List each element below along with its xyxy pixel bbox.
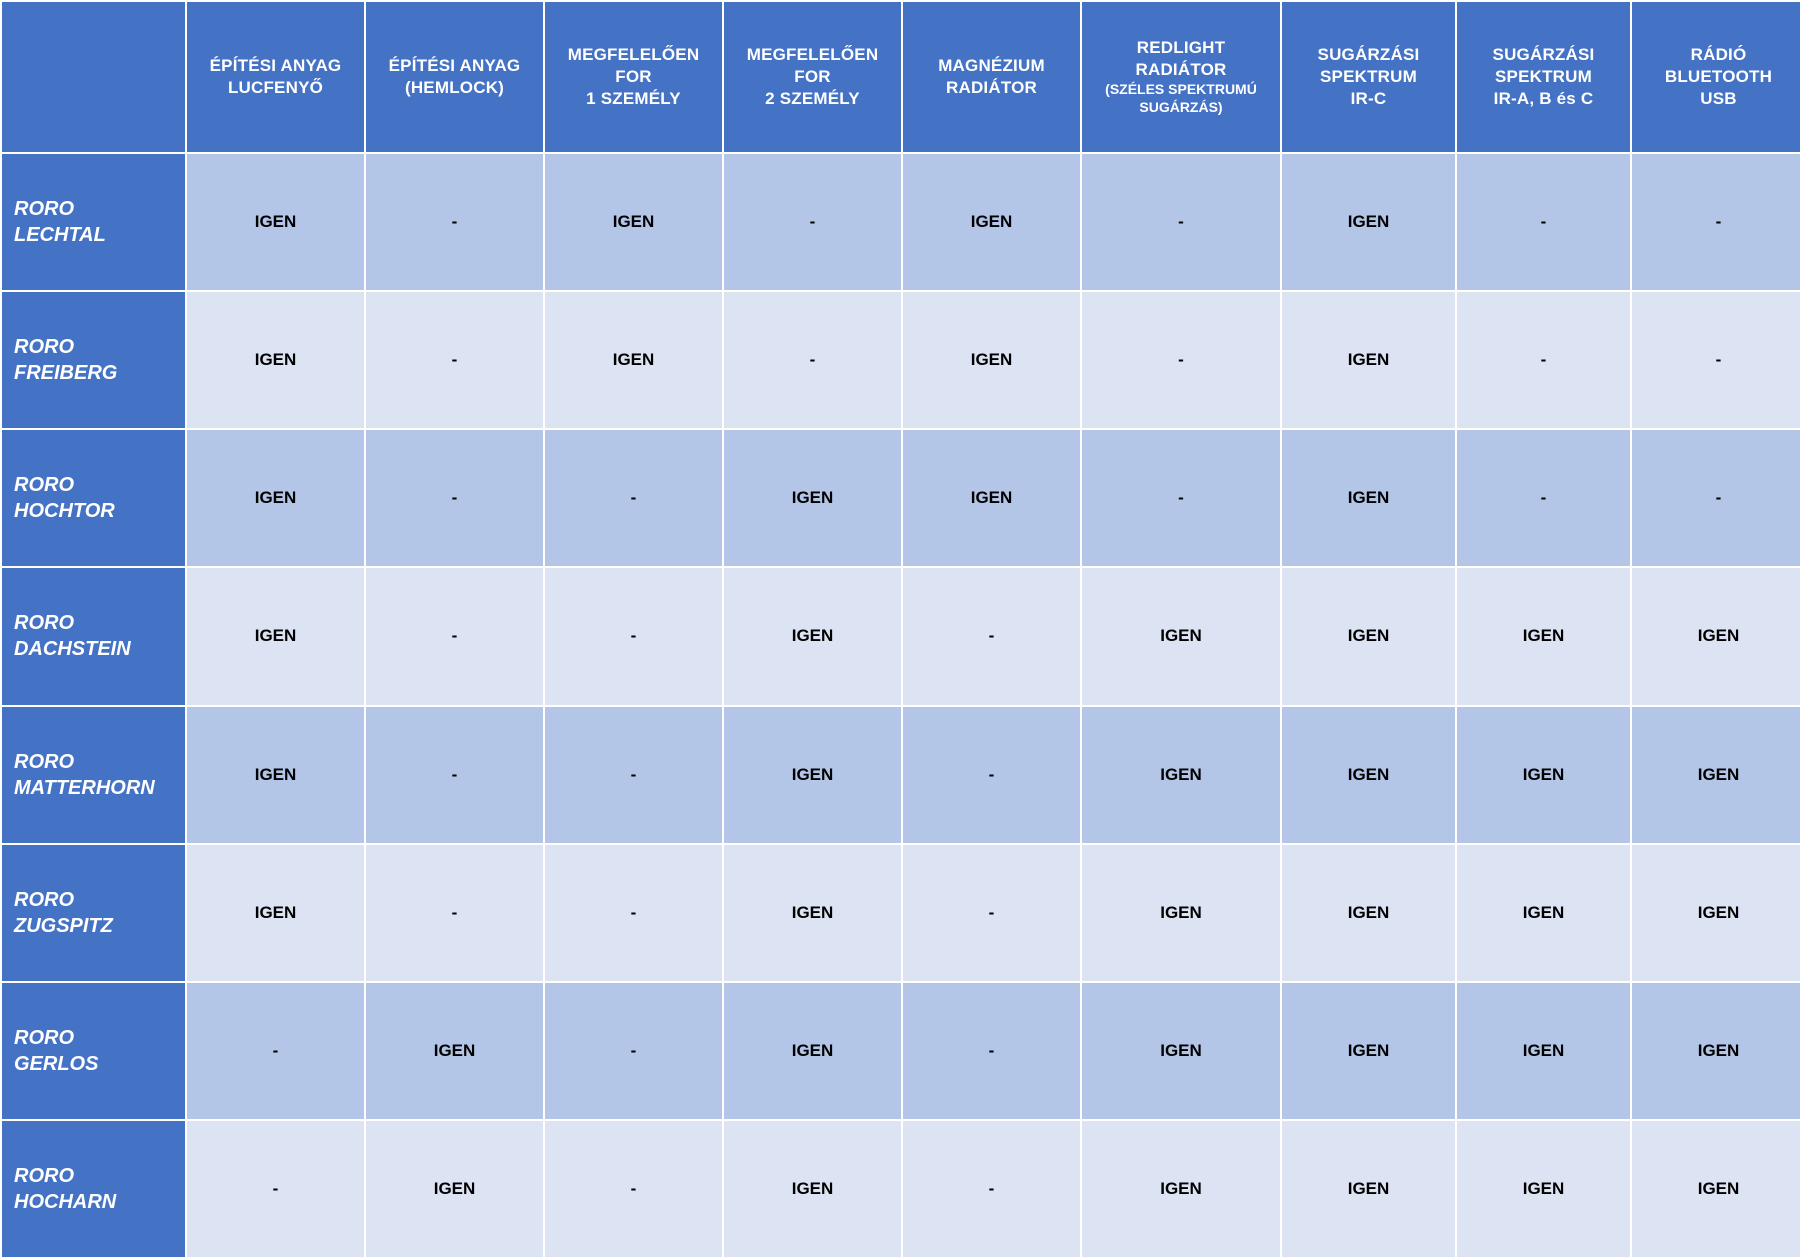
column-header-line1: REDLIGHT bbox=[1136, 38, 1226, 58]
cell-gerlos-2szemely: IGEN bbox=[723, 982, 902, 1120]
cell-matterhorn-irc: IGEN bbox=[1281, 706, 1456, 844]
cell-matterhorn-redlight: IGEN bbox=[1081, 706, 1281, 844]
row-label-line2: DACHSTEIN bbox=[14, 638, 131, 661]
cell-lechtal-magnezium: IGEN bbox=[902, 153, 1081, 291]
cell-freiberg-irabc: - bbox=[1456, 291, 1631, 429]
cell-hochtor-radio: - bbox=[1631, 429, 1800, 567]
cell-dachstein-radio: IGEN bbox=[1631, 567, 1800, 705]
cell-zugspitz-lucfenyo: IGEN bbox=[186, 844, 365, 982]
column-header-sugarzasi-spektrum-ir-c bbox=[1281, 1, 1456, 153]
cell-hochtor-irabc: - bbox=[1456, 429, 1631, 567]
cell-dachstein-1szemely: - bbox=[544, 567, 723, 705]
cell-gerlos-lucfenyo: - bbox=[186, 982, 365, 1120]
row-label-line1: RORO bbox=[14, 474, 74, 497]
cell-hocharn-irc: IGEN bbox=[1281, 1120, 1456, 1258]
column-header-line1: RÁDIÓ bbox=[1690, 45, 1747, 65]
table-row bbox=[1, 706, 1800, 844]
column-header-epitesi-anyag-hemlock bbox=[365, 1, 544, 153]
cell-gerlos-redlight: IGEN bbox=[1081, 982, 1281, 1120]
cell-lechtal-redlight: - bbox=[1081, 153, 1281, 291]
cell-zugspitz-1szemely: - bbox=[544, 844, 723, 982]
row-label-roro-dachstein bbox=[1, 567, 186, 705]
cell-matterhorn-1szemely: - bbox=[544, 706, 723, 844]
cell-dachstein-irabc: IGEN bbox=[1456, 567, 1631, 705]
cell-hochtor-magnezium: IGEN bbox=[902, 429, 1081, 567]
row-label-line1: RORO bbox=[14, 336, 74, 359]
table-header-row bbox=[1, 1, 1800, 153]
cell-freiberg-2szemely: - bbox=[723, 291, 902, 429]
row-label-line2: HOCHTOR bbox=[14, 500, 115, 523]
cell-lechtal-2szemely: - bbox=[723, 153, 902, 291]
column-header-line2: RADIÁTOR bbox=[945, 78, 1037, 97]
cell-hocharn-2szemely: IGEN bbox=[723, 1120, 902, 1258]
cell-dachstein-hemlock: - bbox=[365, 567, 544, 705]
table-row bbox=[1, 567, 1800, 705]
column-header-magnezium-radiator bbox=[902, 1, 1081, 153]
cell-zugspitz-irabc: IGEN bbox=[1456, 844, 1631, 982]
column-header-epitesi-anyag-lucfenyo bbox=[186, 1, 365, 153]
table-row bbox=[1, 291, 1800, 429]
table-row bbox=[1, 1120, 1800, 1258]
cell-hochtor-hemlock: - bbox=[365, 429, 544, 567]
row-label-line1: RORO bbox=[14, 1026, 74, 1049]
row-label-line1: RORO bbox=[14, 198, 74, 221]
cell-gerlos-irc: IGEN bbox=[1281, 982, 1456, 1120]
cell-freiberg-1szemely: IGEN bbox=[544, 291, 723, 429]
cell-zugspitz-radio: IGEN bbox=[1631, 844, 1800, 982]
row-label-roro-hocharn bbox=[1, 1120, 186, 1258]
row-label-roro-lechtal bbox=[1, 153, 186, 291]
cell-freiberg-magnezium: IGEN bbox=[902, 291, 1081, 429]
cell-lechtal-1szemely: IGEN bbox=[544, 153, 723, 291]
cell-gerlos-1szemely: - bbox=[544, 982, 723, 1120]
table-row bbox=[1, 844, 1800, 982]
cell-gerlos-irabc: IGEN bbox=[1456, 982, 1631, 1120]
column-header-line2: LUCFENYŐ bbox=[227, 78, 324, 97]
cell-freiberg-radio: - bbox=[1631, 291, 1800, 429]
cell-hocharn-magnezium: - bbox=[902, 1120, 1081, 1258]
cell-freiberg-redlight: - bbox=[1081, 291, 1281, 429]
column-header-megfeleloen-for-1-szemely bbox=[544, 1, 723, 153]
column-header-line2: SPEKTRUM bbox=[1320, 67, 1417, 87]
row-label-roro-hochtor bbox=[1, 429, 186, 567]
cell-zugspitz-redlight: IGEN bbox=[1081, 844, 1281, 982]
row-label-roro-gerlos bbox=[1, 982, 186, 1120]
table-row bbox=[1, 429, 1800, 567]
cell-hochtor-irc: IGEN bbox=[1281, 429, 1456, 567]
cell-dachstein-redlight: IGEN bbox=[1081, 567, 1281, 705]
cell-freiberg-irc: IGEN bbox=[1281, 291, 1456, 429]
cell-lechtal-radio: - bbox=[1631, 153, 1800, 291]
row-label-line1: RORO bbox=[14, 750, 74, 773]
row-label-line2: MATTERHORN bbox=[14, 776, 155, 799]
row-label-roro-freiberg bbox=[1, 291, 186, 429]
column-header-line3: 2 SZEMÉLY bbox=[765, 88, 860, 108]
column-header-line2: BLUETOOTH bbox=[1664, 67, 1773, 87]
cell-hochtor-redlight: - bbox=[1081, 429, 1281, 567]
row-label-line2: HOCHARN bbox=[14, 1190, 117, 1213]
column-header-line3: IR-A, B és C bbox=[1493, 88, 1594, 108]
table-row bbox=[1, 153, 1800, 291]
row-label-line1: RORO bbox=[14, 888, 74, 911]
column-header-line1: SUGÁRZÁSI bbox=[1317, 45, 1420, 65]
cell-hocharn-radio: IGEN bbox=[1631, 1120, 1800, 1258]
table-row bbox=[1, 982, 1800, 1120]
column-header-sugarzasi-spektrum-ir-abc bbox=[1456, 1, 1631, 153]
cell-matterhorn-lucfenyo: IGEN bbox=[186, 706, 365, 844]
cell-dachstein-irc: IGEN bbox=[1281, 567, 1456, 705]
cell-dachstein-2szemely: IGEN bbox=[723, 567, 902, 705]
cell-hochtor-1szemely: - bbox=[544, 429, 723, 567]
cell-hocharn-irabc: IGEN bbox=[1456, 1120, 1631, 1258]
row-label-line2: ZUGSPITZ bbox=[14, 914, 113, 937]
cell-matterhorn-radio: IGEN bbox=[1631, 706, 1800, 844]
cell-zugspitz-magnezium: - bbox=[902, 844, 1081, 982]
column-header-line1: ÉPÍTÉSI ANYAG bbox=[388, 56, 521, 76]
cell-zugspitz-2szemely: IGEN bbox=[723, 844, 902, 982]
cell-lechtal-hemlock: - bbox=[365, 153, 544, 291]
cell-gerlos-radio: IGEN bbox=[1631, 982, 1800, 1120]
column-header-line2: SPEKTRUM bbox=[1495, 67, 1592, 87]
row-label-line1: RORO bbox=[14, 1164, 74, 1187]
cell-hocharn-hemlock: IGEN bbox=[365, 1120, 544, 1258]
cell-zugspitz-hemlock: - bbox=[365, 844, 544, 982]
cell-matterhorn-magnezium: - bbox=[902, 706, 1081, 844]
row-label-line2: LECHTAL bbox=[14, 224, 106, 247]
column-header-line2: (HEMLOCK) bbox=[404, 78, 505, 97]
cell-matterhorn-hemlock: - bbox=[365, 706, 544, 844]
column-header-line1: SUGÁRZÁSI bbox=[1492, 45, 1595, 65]
cell-matterhorn-2szemely: IGEN bbox=[723, 706, 902, 844]
cell-gerlos-magnezium: - bbox=[902, 982, 1081, 1120]
row-label-line2: GERLOS bbox=[14, 1052, 99, 1075]
column-header-line1: MEGFELELŐEN bbox=[746, 45, 879, 65]
cell-matterhorn-irabc: IGEN bbox=[1456, 706, 1631, 844]
row-label-line2: FREIBERG bbox=[14, 362, 118, 385]
cell-hocharn-1szemely: - bbox=[544, 1120, 723, 1258]
row-label-line1: RORO bbox=[14, 612, 74, 635]
column-header-line3: (SZÉLES SPEKTRUMÚ SUGÁRZÁS) bbox=[1105, 80, 1257, 115]
column-header-line1: MAGNÉZIUM bbox=[938, 56, 1045, 76]
row-label-roro-zugspitz bbox=[1, 844, 186, 982]
cell-gerlos-hemlock: IGEN bbox=[365, 982, 544, 1120]
column-header-line3: IR-C bbox=[1350, 88, 1387, 108]
column-header-radio-bluetooth-usb bbox=[1631, 1, 1800, 153]
cell-dachstein-lucfenyo: IGEN bbox=[186, 567, 365, 705]
header-corner-cell bbox=[1, 1, 186, 153]
table-body bbox=[1, 153, 1800, 1258]
cell-freiberg-hemlock: - bbox=[365, 291, 544, 429]
cell-hocharn-redlight: IGEN bbox=[1081, 1120, 1281, 1258]
cell-lechtal-irabc: - bbox=[1456, 153, 1631, 291]
cell-lechtal-irc: IGEN bbox=[1281, 153, 1456, 291]
column-header-line2: RADIÁTOR bbox=[1135, 60, 1227, 80]
column-header-redlight-radiator bbox=[1081, 1, 1281, 153]
row-label-roro-matterhorn bbox=[1, 706, 186, 844]
column-header-line3: 1 SZEMÉLY bbox=[586, 88, 681, 108]
column-header-line2: FOR bbox=[794, 67, 831, 87]
column-header-line2: FOR bbox=[615, 67, 652, 87]
cell-lechtal-lucfenyo: IGEN bbox=[186, 153, 365, 291]
table-head bbox=[1, 1, 1800, 153]
column-header-line1: MEGFELELŐEN bbox=[567, 45, 700, 65]
column-header-line1: ÉPÍTÉSI ANYAG bbox=[209, 56, 342, 76]
cell-zugspitz-irc: IGEN bbox=[1281, 844, 1456, 982]
cell-dachstein-magnezium: - bbox=[902, 567, 1081, 705]
column-header-megfeleloen-for-2-szemely bbox=[723, 1, 902, 153]
cell-hochtor-lucfenyo: IGEN bbox=[186, 429, 365, 567]
cell-hochtor-2szemely: IGEN bbox=[723, 429, 902, 567]
column-header-line3: USB bbox=[1700, 88, 1737, 108]
cell-freiberg-lucfenyo: IGEN bbox=[186, 291, 365, 429]
cell-hocharn-lucfenyo: - bbox=[186, 1120, 365, 1258]
